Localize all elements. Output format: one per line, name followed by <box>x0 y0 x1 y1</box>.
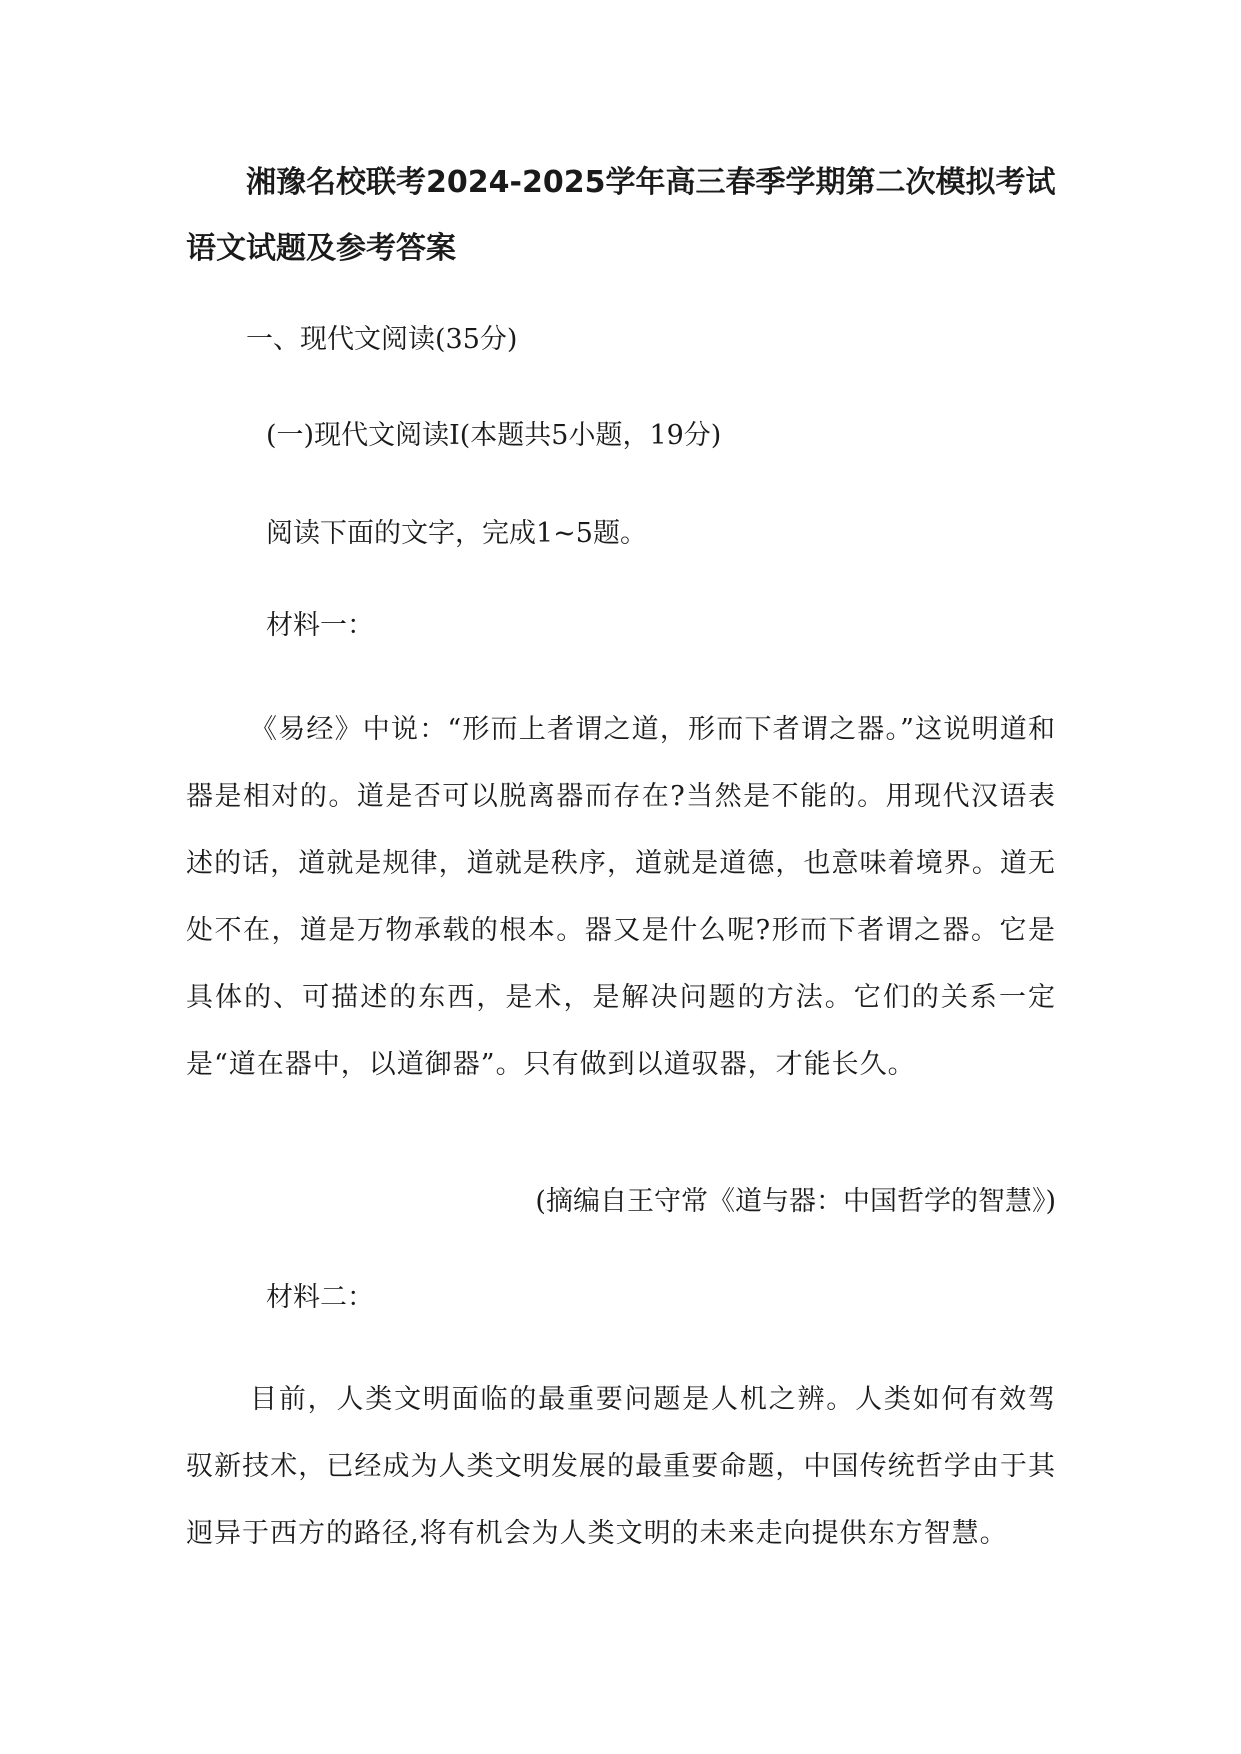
material-2-label: 材料二： <box>266 1282 374 1313</box>
section-heading: 一、现代文阅读(35分) <box>246 324 518 355</box>
document-title: 湘豫名校联考2024-2025学年高三春季学期第二次模拟考试语文试题及参考答案 <box>186 165 1056 266</box>
reading-instruction: 阅读下面的文字，完成1~5题。 <box>266 518 647 549</box>
material-1-paragraph: 《易经》中说：“形而上者谓之道，形而下者谓之器。”这说明道和器是相对的。道是否可以脱离器而存在?当然是不能的。用现代汉语表述的话，道就是规律，道就是秩序，道就是道德，也意味着境界。道无处不在，道是万物承载的根本。器又是什么呢?形而下者谓之器。它是具体的、可描述的东西，是术，是解决问题的方法。它们的关系一定是“道在器中，以道御器”。只有做到以道驭器，才能长久。 <box>186 714 1056 1080</box>
subsection-heading: (一)现代文阅读Ⅰ(本题共5小题，19分) <box>266 420 722 451</box>
material-2-paragraph: 目前，人类文明面临的最重要问题是人机之辨。人类如何有效驾驭新技术，已经成为人类文明发展的最重要命题，中国传统哲学由于其迥异于西方的路径,将有机会为人类文明的未来走向提供东方智慧。 <box>186 1384 1056 1549</box>
material-1-source: (摘编自王守常《道与器：中国哲学的智慧》) <box>535 1186 1056 1217</box>
material-1-label: 材料一： <box>266 610 374 641</box>
